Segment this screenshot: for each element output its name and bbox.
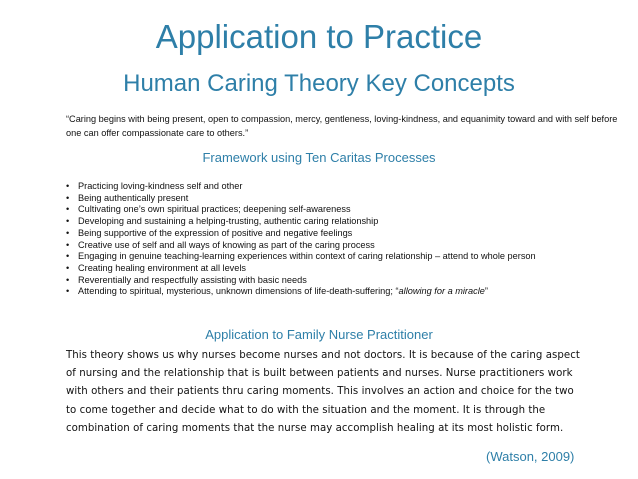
fnp-paragraph: This theory shows us why nurses become nurses and not doctors. It is because of the caring aspect of nursing and the relationship that is built between patients and nurses. Nurse practitioners work with others and their patients thru caring moments. This involves an action and choice for the two to come together and decide what to do with the situation and the moment. It is through the combination of caring moments that the nurse may accomplish healing at its most holistic form. <box>66 350 580 434</box>
citation: (Watson, 2009) <box>486 449 575 464</box>
caritas-item: • Reverentially and respectfully assisting with basic needs <box>66 275 626 287</box>
framework-heading: Framework using Ten Caritas Processes <box>202 150 436 165</box>
caritas-item-last-emphasis: allowing for a miracle <box>398 286 485 297</box>
caritas-item: • Cultivating one’s own spiritual practices; deepening self-awareness <box>66 204 626 216</box>
caring-quote: “Caring begins with being present, open to compassion, mercy, gentleness, loving-kindness, and equanimity toward and with self before one can offer compassionate care to others.” <box>66 114 618 138</box>
caritas-item-last-suffix: ” <box>484 286 488 297</box>
caritas-item: • Engaging in genuine teaching-learning experiences within context of caring relationship – attend to whole person <box>66 251 626 263</box>
slide-subtitle: Human Caring Theory Key Concepts <box>123 70 515 97</box>
fnp-heading: Application to Family Nurse Practitioner <box>205 327 433 342</box>
caritas-item-last-prefix: Attending to spiritual, mysterious, unknown dimensions of life-death-suffering; “ <box>78 286 399 297</box>
caritas-item: • Developing and sustaining a helping-trusting, authentic caring relationship <box>66 216 626 228</box>
caritas-item-last <box>66 286 626 298</box>
caritas-item: • Creative use of self and all ways of knowing as part of the caring process <box>66 240 626 252</box>
caritas-item: • Practicing loving-kindness self and other <box>66 181 626 193</box>
caritas-item: • Being authentically present <box>66 193 626 205</box>
caritas-item: • Being supportive of the expression of positive and negative feelings <box>66 228 626 240</box>
caritas-item: • Creating healing environment at all levels <box>66 263 626 275</box>
caritas-list <box>66 181 626 298</box>
slide-title: Application to Practice <box>155 18 483 55</box>
